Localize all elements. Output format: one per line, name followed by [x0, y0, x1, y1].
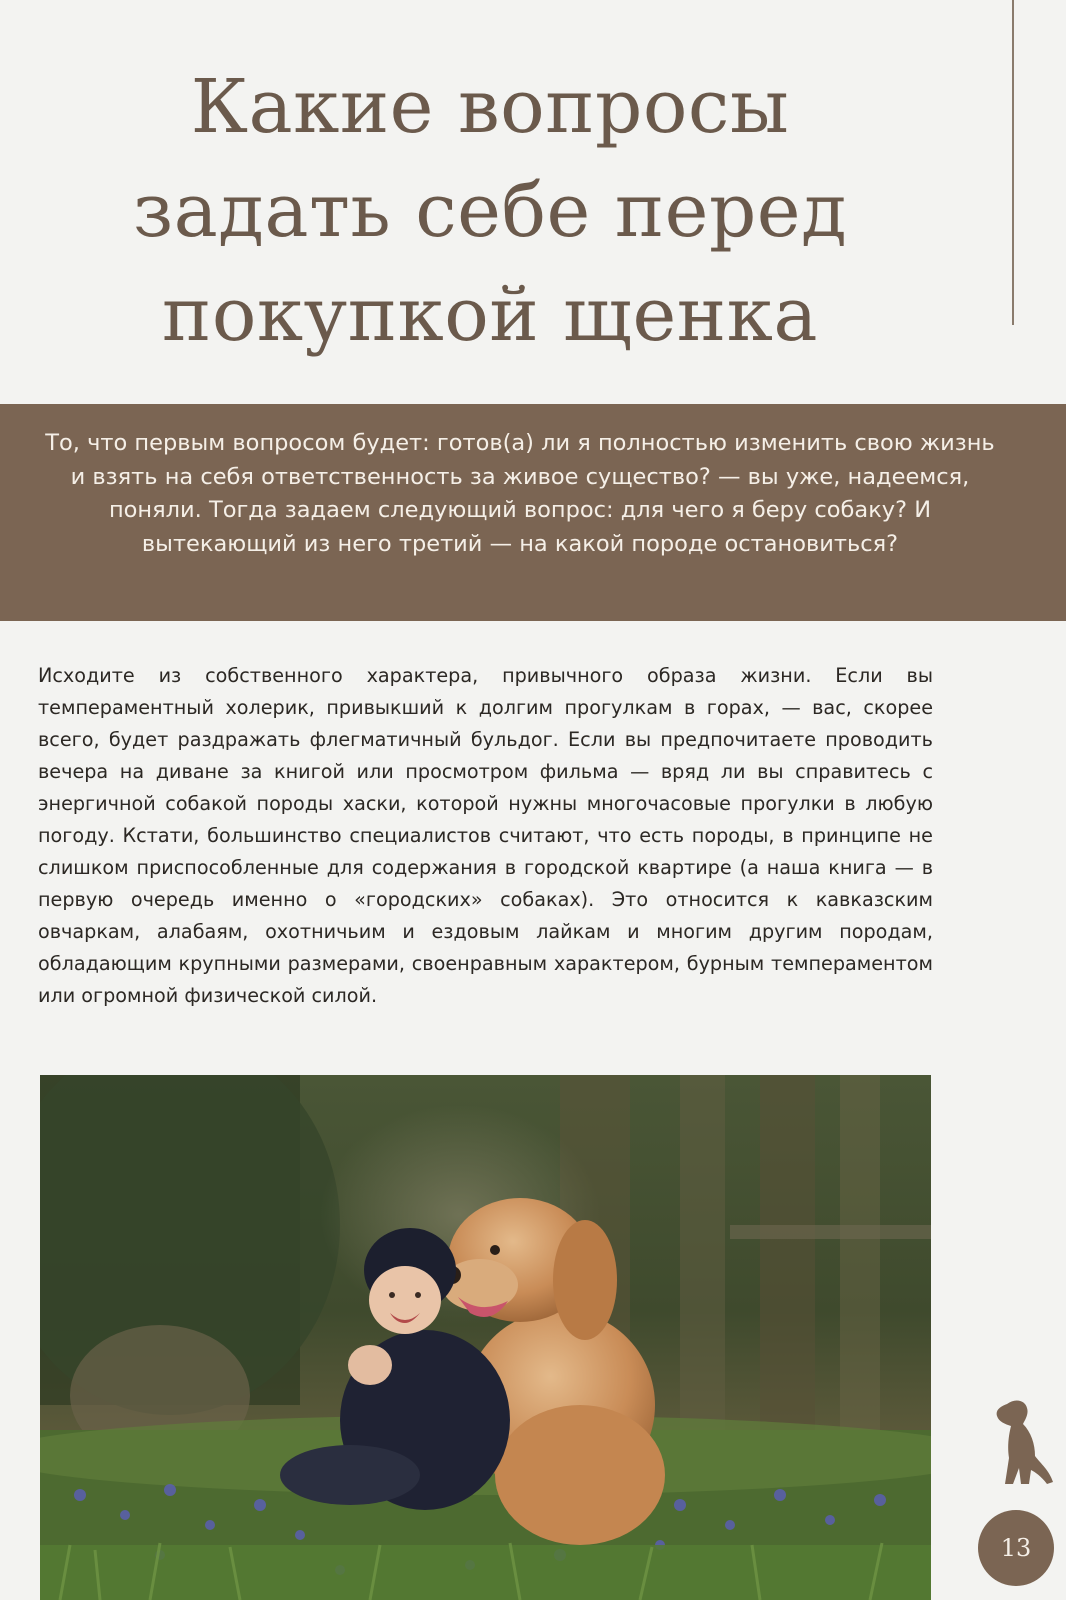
page-title	[60, 55, 920, 367]
dog-silhouette-icon	[985, 1398, 1055, 1488]
body-paragraph: Исходите из собственного характера, привычного образа жизни. Если вы темпераментный холерик, привыкший к долгим прогулкам в горах, — вас, скорее всего, будет раздражать флегматичный бульдог. Если вы предпочитаете проводить вечера на диване за книгой или просмотром фильма — вряд ли вы справитесь с энергичной собакой породы хаски, которой нужны многочасовые прогулки в любую погоду. Кстати, большинство специалистов считают, что есть породы, в принципе не слишком приспособленные для содержания в городской квартире (а наша книга — в первую очередь именно о «городских» собаках). Это относится к кавказским овчаркам, алабаям, охотничьим и ездовым лайкам и многим другим породам, обладающим крупными размерами, своенравным характером, бурным темпераментом или огромной физической силой.	[38, 664, 933, 1007]
title-line-1: Какие вопросы	[190, 64, 790, 150]
photo-illustration	[40, 1075, 931, 1600]
title-line-2: задать себе перед	[132, 168, 848, 254]
title-line-3: покупкой щенка	[162, 272, 818, 358]
page-number: 13	[978, 1510, 1054, 1586]
page-edge-line	[1012, 0, 1014, 325]
lead-band	[0, 404, 1066, 621]
lead-paragraph: То, что первым вопросом будет: готов(а) ли я полностью изменить свою жизнь и взять на себя ответственность за живое существо? — вы уже, надеемся, поняли. Тогда задаем следующий вопрос: для чего я беру собаку? И вытекающий из него третий — на какой породе остановиться?	[45, 430, 995, 557]
photo-child-with-golden-retriever	[40, 1075, 931, 1600]
